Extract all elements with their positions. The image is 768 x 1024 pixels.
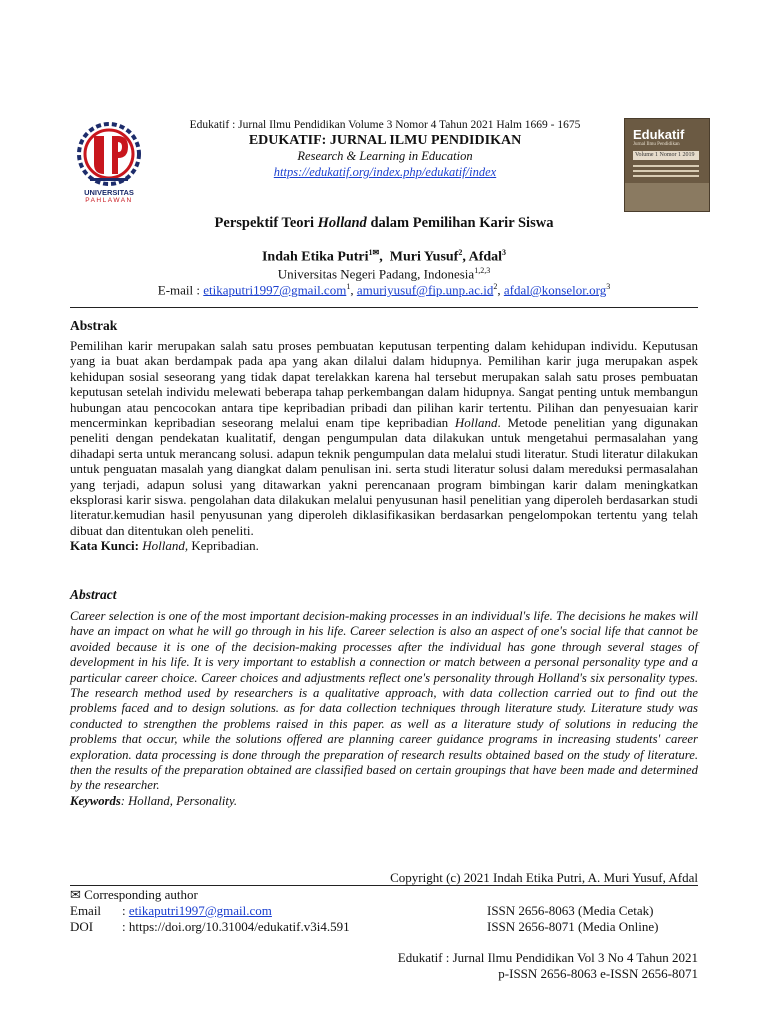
footer-divider (70, 885, 698, 886)
logo-text-1: UNIVERSITAS (84, 188, 134, 197)
keywords-rest: : Holland, Personality. (120, 793, 238, 808)
issn-online: ISSN 2656-8071 (Media Online) (487, 919, 659, 934)
affiliation-sup: 1,2,3 (474, 266, 491, 275)
author-3: Afdal (468, 249, 503, 265)
email-link-1[interactable]: etikaputri1997@gmail.com (203, 282, 347, 298)
cover-subtitle: Jurnal Ilmu Pendidikan (633, 142, 680, 147)
abstract-body (70, 609, 698, 809)
author-emails: E-mail : etikaputri1997@gmail.com$^1$, $amuriyusuf@fip.unp.ac.id^2$, afdal@konselor.org$^3$ (157, 282, 611, 298)
cover-volume: Volume 1 Nomor 1 2019 (633, 151, 699, 160)
journal-cover-image (624, 118, 710, 212)
journal-footer-line-1: Edukatif : Jurnal Ilmu Pendidikan Vol 3 No 4 Tahun 2021 (397, 950, 698, 965)
title-part-2: dalam Pemilihan Karir Siswa (366, 215, 554, 231)
cover-photo (625, 183, 709, 211)
title-part-1: Perspektif Teori (214, 215, 318, 231)
author-3-sup: 3 (502, 248, 507, 257)
corresponding-author: ✉ Corresponding author (70, 887, 198, 902)
header-divider (70, 307, 698, 308)
article-title (70, 215, 698, 232)
footer-email-sep: : (122, 903, 129, 918)
email-label: E-mail : (157, 282, 204, 298)
journal-url-link[interactable]: https://edukatif.org/index.php/edukatif/index (273, 165, 497, 179)
abstrak-heading: Abstrak (70, 318, 118, 333)
email-link-2[interactable]: amuriyusuf@fip.unp.ac.id (356, 282, 494, 298)
abstrak-text-1: Pemilihan karir merupakan salah satu proses pembuatan keputusan terpenting dalam kehidupan individu. Keputusan yang ia buat akan berdampak pada apa yang akan dilalui dalam hidupnya. Pemilihan karir juga merupakan aspek kehidupan sosial seseorang yang tidak dapat terelakkan karena hal tersebut merupakan salah satu proses pembuatan keputusan setelah individu melewati beberapa tahap perkembangan dalam hidupnya. Sangat penting untuk membangun hubungan atau pencocokan antara tipe kepribadian pribadi dan pilihan karir tertentu. Pilihan dan penyesuaian karir mencerminkan kepribadian seseorang melalui enam tipe kepribadian (70, 338, 698, 431)
author-2: Muri Yusuf (389, 249, 459, 265)
university-logo (66, 116, 152, 212)
author-2-sup: 2 (458, 248, 463, 257)
email-link-3[interactable]: afdal@konselor.org (503, 282, 607, 298)
copyright-line: Copyright (c) 2021 Indah Etika Putri, A. Muri Yusuf, Afdal (390, 870, 698, 885)
kata-kunci-italic: Holland, (142, 538, 189, 554)
keywords-label: Keywords (70, 793, 121, 808)
journal-title: EDUKATIF: JURNAL ILMU PENDIDIKAN (248, 133, 522, 148)
journal-footer-line-2: p-ISSN 2656-8063 e-ISSN 2656-8071 (498, 966, 698, 981)
author-list: Indah Etika Putri$^{1✉}$, Muri Yusuf$^2$, Afdal$^3$ (261, 248, 507, 265)
abstrak-text-2: . Metode penelitian yang digunakan peneliti dengan pendekatan kualitatif, dengan pengumpulan data dilakukan untuk mengetahui permasalahan yang dihadapi serta untuk merancang solusi. adapun teknik pengumpulan data melalui studi literatur. Studi literatur dilakukan untuk penguatan masalah yang diangkat dalam penulisan ini. serta studi literatur solusi dalam mereduksi permasalahan yang terjadi, adapun solusi yang ditawarkan yakni perencanaan program bimbingan karir dalam meningkatkan eksplorasi karir siswa. pengolahan data dilakukan melalui penyusunan hasil penelitian yang diperoleh berdasarkan studi literatur.kemudian hasil penyusunan yang diperoleh diklasifikasikan berdasarkan pengelompokan tertentu yang telah dibuat dan ditentukan oleh peneliti. (70, 415, 698, 538)
abstrak-text-italic: Holland (454, 415, 498, 431)
abstrak-body (70, 338, 698, 554)
affiliation-text: Universitas Negeri Padang, Indonesia (277, 266, 475, 282)
email-2-sup: 2 (493, 282, 498, 291)
footer-email-link[interactable]: etikaputri1997@gmail.com (128, 903, 272, 918)
footer-email-label: Email (70, 903, 102, 918)
abstract-heading: Abstract (70, 587, 117, 602)
journal-url-line (160, 165, 610, 180)
footer-email (122, 903, 272, 919)
cover-text-lines (633, 165, 699, 180)
doi-value[interactable]: : https://doi.org/10.31004/edukatif.v3i4.591 (122, 919, 350, 934)
kata-kunci-label: Kata Kunci: (70, 538, 139, 554)
issn-print: ISSN 2656-8063 (Media Cetak) (487, 903, 654, 918)
kata-kunci-rest: Kepribadian. (188, 538, 259, 554)
title-part-italic: Holland (317, 215, 367, 231)
email-1-sup: 1 (346, 282, 351, 291)
doi-label: DOI (70, 919, 94, 934)
author-1: Indah Etika Putri (261, 249, 369, 265)
abstract-text: Career selection is one of the most important decision-making processes in an individual's life. The decisions he makes will have an impact on what he will go through in his life. Career selection is also an aspect of one's social life that cannot be avoided because it is one of the decision-making processes after the individual has gone through several stages of development in his life. It is very important to establish a connection or match between a personal personality type and a particular career choice. Career choices and adjustments reflect one's personality through Holland's six personality types. The research method used by researchers is a qualitative approach, with data collection carried out to find out the problems faced and to design solutions. as for data collection techniques through literature study. Literature study was conducted to strengthen the problems raised in this paper. as well as a literature study of solutions in reducing the problems that occur, while the solutions offered are planning career guidance programs in increasing students' career exploration. data processing is done through the preparation of research results obtained based on the study of literature. then the results of the preparation obtained are classified based on certain groupings that have been made and determined by the researcher. (70, 609, 698, 793)
journal-tagline: Research & Learning in Education (297, 149, 473, 163)
affiliation (70, 266, 698, 282)
header-citation: Edukatif : Jurnal Ilmu Pendidikan Volume 3 Nomor 4 Tahun 2021 Halm 1669 - 1675 (189, 119, 581, 131)
author-1-sup: 1✉ (368, 248, 380, 257)
email-3-sup: 3 (606, 282, 611, 291)
cover-title: Edukatif (633, 127, 685, 142)
logo-text-2: PAHLAWAN (85, 197, 133, 204)
